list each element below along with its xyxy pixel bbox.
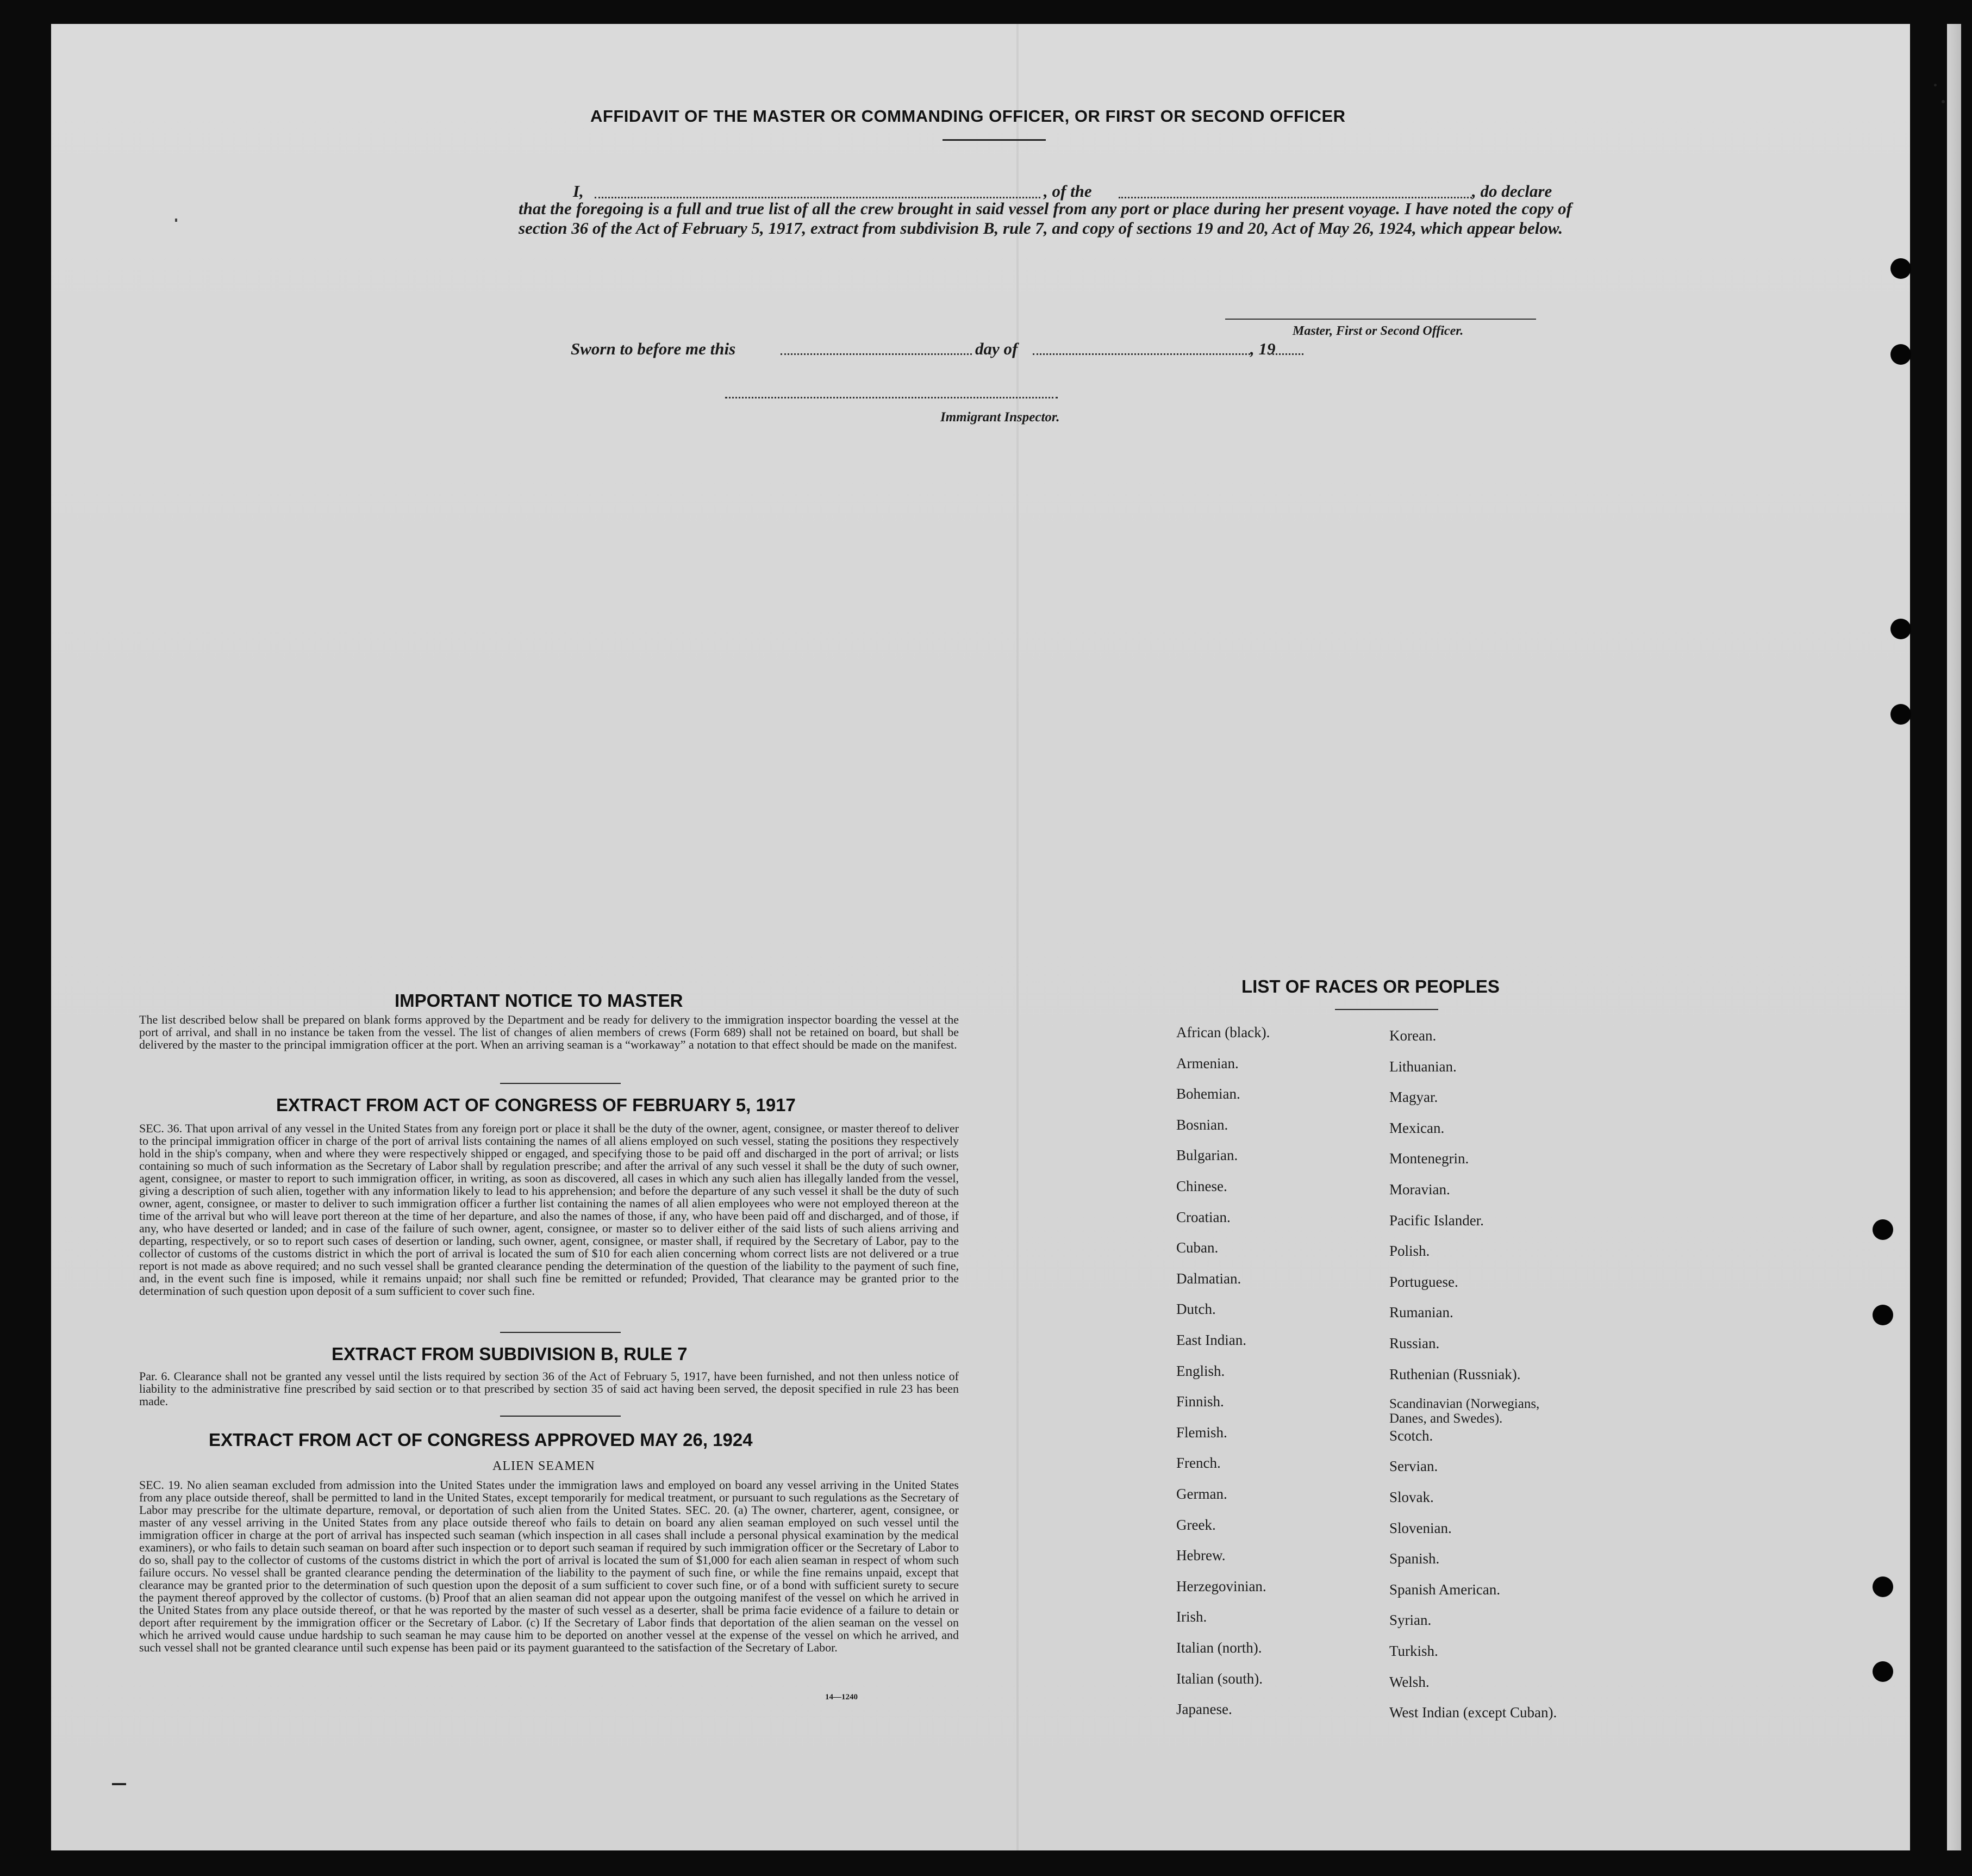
race-item: Bulgarian.	[1176, 1147, 1238, 1164]
race-item: Irish.	[1176, 1609, 1207, 1625]
race-item: Servian.	[1389, 1458, 1438, 1475]
race-item: Finnish.	[1176, 1393, 1224, 1410]
race-item: Japanese.	[1176, 1701, 1232, 1718]
sworn-label: Sworn to before me this	[571, 339, 736, 358]
race-item: Spanish American.	[1389, 1581, 1500, 1598]
race-item: Scotch.	[1389, 1427, 1433, 1444]
race-item: Spanish.	[1389, 1550, 1440, 1567]
race-item: Cuban.	[1176, 1239, 1219, 1256]
race-item: Rumanian.	[1389, 1304, 1453, 1321]
master-signature-line[interactable]	[1225, 319, 1536, 320]
scan-mark	[112, 1783, 126, 1785]
affidavit-of-the-label: , of the	[1044, 182, 1092, 201]
race-item: West Indian (except Cuban).	[1389, 1704, 1557, 1721]
rule7-rule	[500, 1416, 621, 1417]
page-edge	[1947, 24, 1961, 1850]
sworn-month-field[interactable]	[1033, 353, 1250, 355]
extract-1924-body: SEC. 19. No alien seaman excluded from admission into the United States under the immigration laws and employed on board any vessel arriving in the United States from any place outside thereof, shall be permitted to land in the United States, except temporarily for medical treatment, or pursuant to such regulations as the Secretary of Labor may prescribe for the ultimate departure, removal, or deportation of such alien from the United States. SEC. 20. (a) The owner, charterer, agent, consignee, or master of any vessel arriving in the United States from any place outside thereof who fails to detain on board any alien seaman employed on such vessel until the immigration officer in charge at the port of arrival has inspected such seaman (which inspection in all cases shall include a personal physical examination by the medical examiners), or who fails to detain such seaman on board after such inspection or to deport such seaman if required by such immigration officer or the Secretary of Labor to do so, shall pay to the collector of customs of the customs district in which the port of arrival is located the sum of $1,000 for each alien seaman in respect of whom such failure occurs. No vessel shall be granted clearance pending the determination of the liability to the payment of such fine, or while the fine remains unpaid, except that clearance may be granted prior to the determination of such question upon the deposit of a sum sufficient to cover such fine, or of a bond with sufficient surety to secure the payment thereof approved by the collector of customs. (b) Proof that an alien seaman did not appear upon the outgoing manifest of the vessel on which he arrived in the United States from any place outside thereof, or that he was reported by the master of such vessel as a deserter, shall be prima facie evidence of a failure to detain or deport after requirement by the immigration officer or the Secretary of Labor. (c) If the Secretary of Labor finds that deportation of the alien seaman on the vessel on which he arrived would cause undue hardship to such seaman he may cause him to be deported on another vessel at the expense of the vessel on which he arrived, and such vessel shall not be granted clearance until such expense has been paid or its payment guaranteed to the satisfaction of the Secretary of Labor.	[139, 1478, 959, 1654]
extract-1924-title: EXTRACT FROM ACT OF CONGRESS APPROVED MAY 26, 1924	[209, 1430, 753, 1450]
race-item: Italian (north).	[1176, 1640, 1262, 1656]
race-item: Chinese.	[1176, 1178, 1227, 1194]
affidavit-i-label: I,	[573, 182, 584, 201]
race-item: Croatian.	[1176, 1208, 1231, 1225]
scan-mark	[175, 219, 177, 222]
race-item: French.	[1176, 1455, 1221, 1472]
race-item: Mexican.	[1389, 1119, 1445, 1136]
scan-mark	[1942, 100, 1945, 103]
race-item: Lithuanian.	[1389, 1058, 1457, 1075]
sworn-day-field[interactable]	[781, 353, 972, 355]
race-item: Ruthenian (Russniak).	[1389, 1366, 1521, 1382]
race-item: Korean.	[1389, 1027, 1437, 1044]
race-item: Montenegrin.	[1389, 1150, 1469, 1167]
binder-hole	[1873, 1576, 1893, 1597]
race-item: Greek.	[1176, 1516, 1216, 1533]
notice-rule	[500, 1083, 621, 1084]
affidavit-title-rule	[943, 139, 1046, 141]
rule7-title: EXTRACT FROM SUBDIVISION B, RULE 7	[332, 1344, 688, 1364]
race-item: Hebrew.	[1176, 1547, 1226, 1564]
race-item: Syrian.	[1389, 1612, 1432, 1629]
race-item: Polish.	[1389, 1243, 1430, 1260]
race-item: Magyar.	[1389, 1089, 1438, 1106]
race-item: Portuguese.	[1389, 1273, 1458, 1290]
binder-hole	[1890, 344, 1911, 365]
race-item: East Indian.	[1176, 1332, 1246, 1348]
affidavit-body: that the foregoing is a full and true list of all the crew brought in said vessel from any port or place during her present voyage. I have noted the copy of section 36 of the Act of February 5, 1917, extract from subdivision B, rule 7, and copy of sections 19 and 20, Act of May 26, 1924, which appear below.	[519, 199, 1572, 238]
name-field[interactable]	[595, 197, 1040, 198]
form-number: 14—1240	[825, 1693, 858, 1702]
race-item: English.	[1176, 1362, 1225, 1379]
inspector-signature-line[interactable]	[725, 397, 1058, 398]
race-item: Armenian.	[1176, 1055, 1239, 1071]
binder-hole	[1890, 704, 1911, 725]
race-item: Dutch.	[1176, 1301, 1216, 1318]
affidavit-title: AFFIDAVIT OF THE MASTER OR COMMANDING OFFICER, OR FIRST OR SECOND OFFICER	[590, 107, 1346, 126]
extract-1917-title: EXTRACT FROM ACT OF CONGRESS OF FEBRUARY 5, 1917	[276, 1095, 796, 1115]
sworn-year-field[interactable]	[1269, 353, 1303, 355]
races-rule	[1335, 1009, 1438, 1010]
extract-1917-body: SEC. 36. That upon arrival of any vessel in the United States from any foreign port or place it shall be the duty of the owner, agent, consignee, or master thereof to deliver to the principal immigration officer in charge of the port of arrival lists containing the names of all aliens employed on such vessel, stating the positions they respectively hold in the ship's company, when and where they were respectively shipped or engaged, and specifying those to be paid off and discharged in the port of arrival; or lists containing so much of such information as the Secretary of Labor shall by regulation prescribe; and after the arrival of any such vessel it shall be the duty of such owner, agent, consignee, or master to report to such immigration officer, in writing, as soon as discovered, all cases in which any such alien has illegally landed from the vessel, giving a description of such alien, together with any information likely to lead to his apprehension; and before the departure of any such vessel it shall be the duty of such owner, agent, consignee, or master to deliver to such immigration officer a further list containing the names of all alien employees who were not employed thereon at the time of the arrival but who will leave port thereon at the time of her departure, and also the names of those, if any, who have been paid off and discharged, and of those, if any, who have deserted or landed; and in case of the failure of such owner, agent, consignee, or master so to deliver either of the said lists of such aliens arriving and departing, respectively, or so to report such cases of desertion or landing, such owner, agent, consignee, or master shall, if required by the Secretary of Labor, pay to the collector of customs of the customs district in which the port of arrival is located the sum of $10 for each alien concerning whom correct lists are not delivered or a true report is not made as above required; and no such vessel shall be granted clearance pending the determination of the question of the liability to the payment of such fine, and, in the event such fine is imposed, while it remains unpaid; nor shall such fine be remitted or refunded; Provided, That clearance may be granted prior to the determination of such question upon deposit of a sum sufficient to cover such fine.	[139, 1121, 959, 1298]
binder-hole	[1873, 1219, 1893, 1240]
race-item: Welsh.	[1389, 1673, 1430, 1690]
race-item: Herzegovinian.	[1176, 1578, 1266, 1594]
race-item: Dalmatian.	[1176, 1270, 1241, 1287]
race-item: Scandinavian (Norwegians, Danes, and Swedes).	[1389, 1397, 1540, 1426]
binder-hole	[1873, 1661, 1893, 1682]
race-item: German.	[1176, 1486, 1227, 1502]
day-of-label: day of	[975, 339, 1018, 358]
alien-seamen-subtitle: ALIEN SEAMEN	[492, 1459, 595, 1473]
binder-hole	[1890, 258, 1911, 279]
race-item: Pacific Islander.	[1389, 1212, 1484, 1229]
race-item: Slovak.	[1389, 1489, 1434, 1505]
master-signature-caption: Master, First or Second Officer.	[1293, 324, 1464, 338]
race-item: Slovenian.	[1389, 1519, 1452, 1536]
race-item: Moravian.	[1389, 1181, 1450, 1198]
inspector-caption: Immigrant Inspector.	[940, 410, 1060, 425]
race-item: Bosnian.	[1176, 1116, 1228, 1133]
notice-title: IMPORTANT NOTICE TO MASTER	[395, 990, 683, 1011]
rule7-body: Par. 6. Clearance shall not be granted any vessel until the lists required by section 36 of the Act of February 5, 1917, have been furnished, and not then unless notice of liability to the administrative fine prescribed by said section or to that prescribed by section 35 of said act having been served, the deposit specified in rule 23 has been made.	[139, 1369, 959, 1408]
binder-hole	[1873, 1305, 1893, 1325]
race-item: Russian.	[1389, 1335, 1440, 1351]
race-item: Flemish.	[1176, 1424, 1227, 1441]
scan-mark	[1934, 84, 1937, 86]
year-label: , 19	[1250, 339, 1276, 358]
race-item: Turkish.	[1389, 1643, 1438, 1659]
race-item: Bohemian.	[1176, 1086, 1240, 1102]
affidavit-declare-label: , do declare	[1472, 182, 1552, 201]
race-item: Italian (south).	[1176, 1670, 1263, 1687]
page-fold	[1016, 24, 1019, 1850]
notice-body: The list described below shall be prepared on blank forms approved by the Department and be ready for delivery to the immigration inspector boarding the vessel at the port of arrival, and shall in no instance be taken from the vessel. The list of changes of alien members of crews (Form 689) shall not be retained on board, but shall be delivered by the master to the principal immigration officer at the port. When an arriving seaman is a “workaway” a notation to that effect should be made on the manifest.	[139, 1013, 959, 1051]
race-item: African (black).	[1176, 1024, 1270, 1040]
vessel-field[interactable]	[1119, 197, 1472, 198]
races-title: LIST OF RACES OR PEOPLES	[1241, 976, 1500, 996]
binder-hole	[1890, 619, 1911, 639]
extract-1917-rule	[500, 1332, 621, 1333]
document-page	[51, 24, 1910, 1850]
